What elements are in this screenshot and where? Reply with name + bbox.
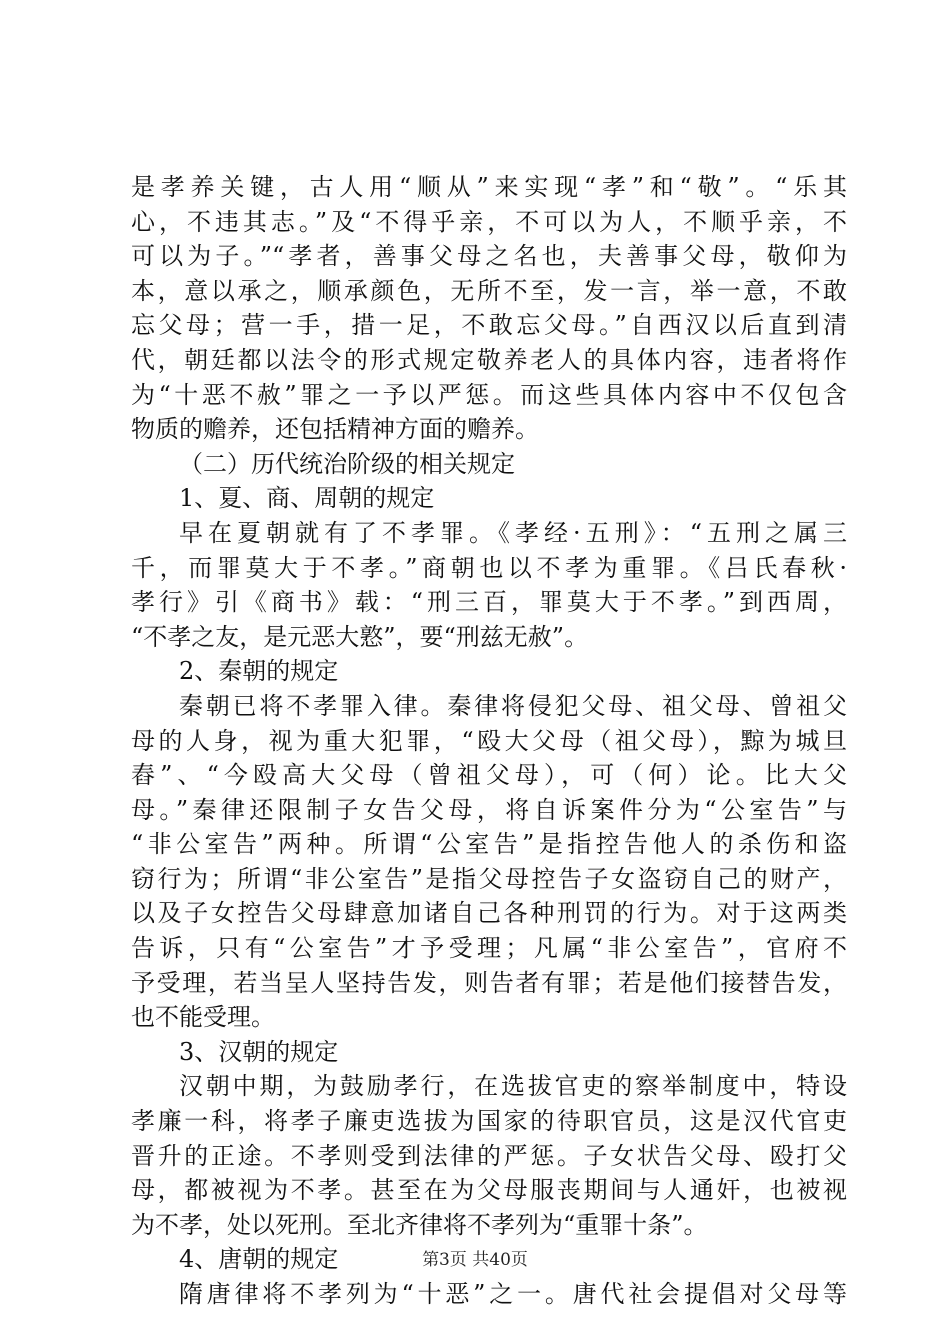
text-line: 早在夏朝就有了不孝罪。《孝经·五刑》：“五刑之属三 [179, 518, 847, 547]
text-line: 物质的赡养，还包括精神方面的赡养。 [131, 415, 539, 444]
text-line: 隋唐律将不孝列为“十恶”之一。唐代社会提倡对父母等 [179, 1280, 847, 1308]
subsection-heading: 2、秦朝的规定 [179, 657, 339, 686]
text-line: 母，都被视为不孝。甚至在为父母服丧期间与人通奸，也被视 [131, 1176, 847, 1205]
text-line: 本，意以承之，顺承颜色，无所不至，发一言，举一意，不敢 [131, 276, 847, 305]
text-line: “不孝之友，是元恶大憝”，要“刑兹无赦”。 [131, 622, 589, 651]
text-line: 千，而罪莫大于不孝。”商朝也以不孝为重罪。《吕氏春秋· [131, 553, 847, 582]
text-line: 为“十恶不赦”罪之一予以严惩。而这些具体内容中不仅包含 [131, 380, 847, 409]
text-line: 是孝养关键，古人用“顺从”来实现“孝”和“敬”。“乐其 [131, 173, 847, 201]
section-heading: （二）历代统治阶级的相关规定 [179, 449, 515, 478]
text-line: 舂”、“今殴高大父母（曾祖父母），可（何）论。比大父 [131, 761, 847, 790]
text-line: 忘父母；营一手，措一足，不敢忘父母。”自西汉以后直到清 [131, 311, 847, 340]
text-line: 秦朝已将不孝罪入律。秦律将侵犯父母、祖父母、曾祖父 [179, 691, 847, 720]
text-line: 孝廉一科，将孝子廉吏选拔为国家的待职官员，这是汉代官吏 [131, 1107, 847, 1136]
text-line: 予受理，若当呈人坚持告发，则告者有罪；若是他们接替告发， [131, 968, 847, 997]
text-line: 以及子女控告父母肆意加诸自己各种刑罚的行为。对于这两类 [131, 899, 847, 928]
subsection-heading: 1、夏、商、周朝的规定 [179, 484, 435, 513]
text-line: 也不能受理。 [131, 1003, 275, 1032]
text-line: 孝行》引《商书》载：“刑三百，罪莫大于不孝。”到西周， [131, 588, 847, 617]
text-line: 为不孝，处以死刑。至北齐律将不孝列为“重罪十条”。 [131, 1210, 708, 1239]
body-text [131, 170, 847, 1312]
text-line: 母。”秦律还限制子女告父母，将自诉案件分为“公室告”与 [131, 795, 847, 824]
text-line: 窃行为；所谓“非公室告”是指父母控告子女盗窃自己的财产， [131, 864, 847, 893]
text-line: “非公室告”两种。所谓“公室告”是指控告他人的杀伤和盗 [131, 830, 847, 859]
page-footer: 第3页 共40页 [422, 1250, 528, 1270]
text-line: 告诉，只有“公室告”才予受理；凡属“非公室告”，官府不 [131, 934, 847, 963]
subsection-heading: 3、汉朝的规定 [179, 1037, 339, 1066]
text-line: 心，不违其志。”及“不得乎亲，不可以为人，不顺乎亲，不 [131, 207, 847, 236]
text-line: 汉朝中期，为鼓励孝行，在选拔官吏的察举制度中，特设 [179, 1072, 847, 1101]
text-line: 可以为子。”“孝者，善事父母之名也，夫善事父母，敬仰为 [131, 242, 847, 271]
text-line: 代，朝廷都以法令的形式规定敬养老人的具体内容，违者将作 [131, 345, 847, 374]
subsection-heading: 4、唐朝的规定 [179, 1245, 339, 1274]
text-line: 母的人身，视为重大犯罪，“殴大父母（祖父母），黥为城旦 [131, 726, 847, 755]
text-line: 晋升的正途。不孝则受到法律的严惩。子女状告父母、殴打父 [131, 1141, 847, 1170]
